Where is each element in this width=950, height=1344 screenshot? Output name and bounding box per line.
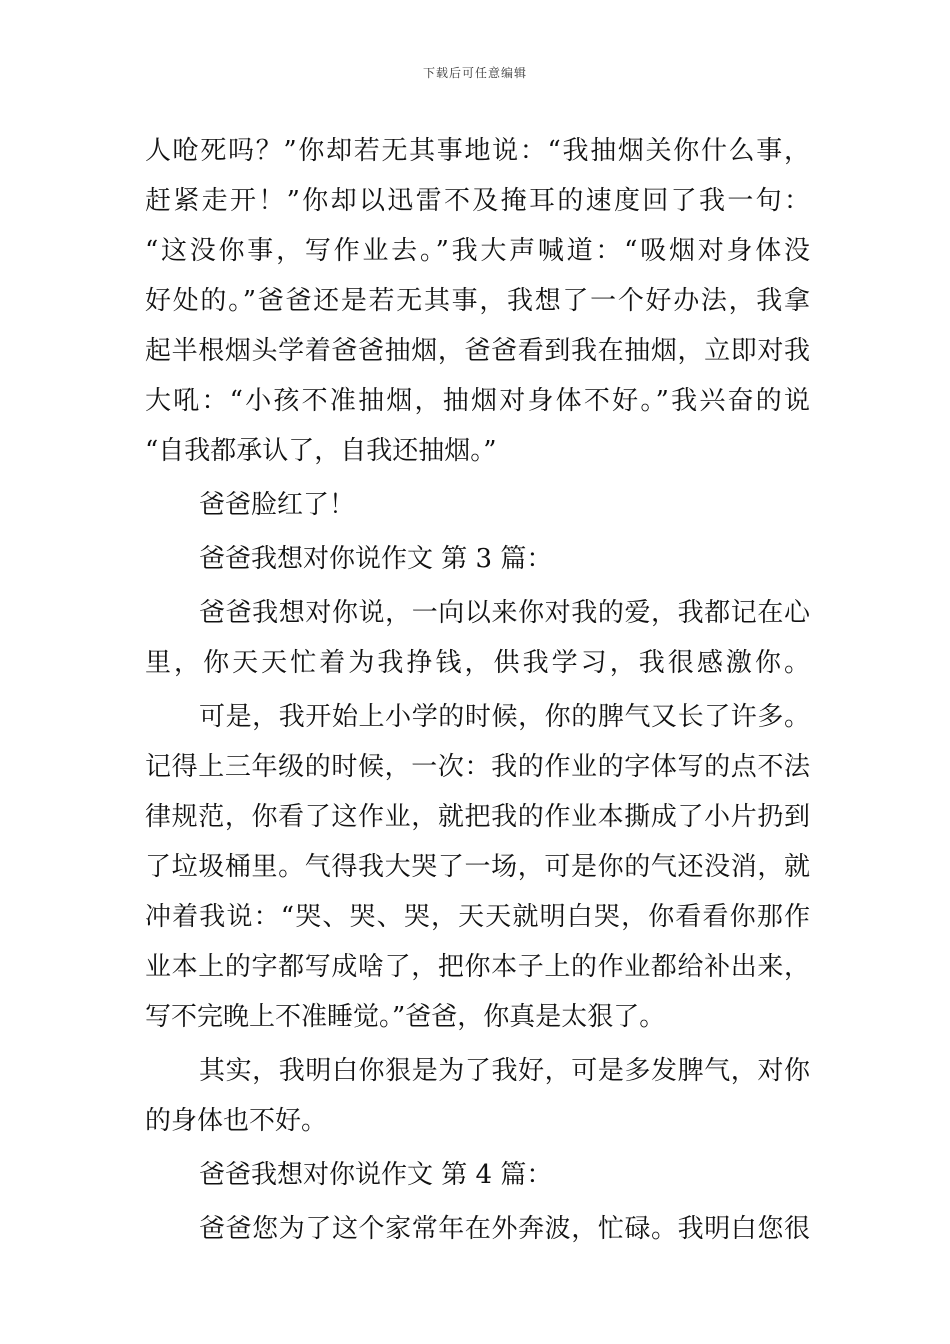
section-heading: 爸爸我想对你说作文 第 3 篇： [199, 544, 553, 574]
page-header: 下载后可任意编辑 [422, 66, 527, 80]
text-line: 业本上的字都写成啥了，把你本子上的作业都给补出来， [145, 952, 810, 982]
text-line: 好处的。”爸爸还是若无其事，我想了一个好办法，我拿 [145, 286, 810, 316]
paragraph-line: 爸爸您为了这个家常年在外奔波，忙碌。我明白您很 [199, 1214, 810, 1244]
paragraph-line: 其实，我明白你狠是为了我好，可是多发脾气，对你 [199, 1056, 810, 1086]
text-line: 大吼：“小孩不准抽烟，抽烟对身体不好。”我兴奋的说 [145, 386, 810, 416]
text-line: “这没你事，写作业去。”我大声喊道：“吸烟对身体没 [145, 236, 810, 266]
document-body [145, 126, 810, 1254]
text-line: 了垃圾桶里。气得我大哭了一场，可是你的气还没消，就 [145, 852, 810, 882]
text-line: 的身体也不好。 [145, 1106, 328, 1136]
paragraph-line: 爸爸脸红了！ [199, 490, 356, 520]
text-line: 记得上三年级的时候，一次：我的作业的字体写的点不法 [145, 752, 810, 782]
paragraph-line: 可是，我开始上小学的时候，你的脾气又长了许多。 [199, 702, 810, 732]
text-line: 里，你天天忙着为我挣钱，供我学习，我很感激你。 [145, 648, 810, 678]
text-line: 写不完晚上不准睡觉。”爸爸，你真是太狠了。 [145, 1002, 666, 1032]
section-heading: 爸爸我想对你说作文 第 4 篇： [199, 1160, 553, 1190]
paragraph-line: 爸爸我想对你说，一向以来你对我的爱，我都记在心 [199, 598, 810, 628]
text-line: 律规范，你看了这作业，就把我的作业本撕成了小片扔到 [145, 802, 810, 832]
text-line: 起半根烟头学着爸爸抽烟，爸爸看到我在抽烟，立即对我 [145, 336, 810, 366]
text-line: 冲着我说：“哭、哭、哭，天天就明白哭，你看看你那作 [145, 902, 810, 932]
text-line: “自我都承认了，自我还抽烟。” [145, 436, 497, 466]
text-line: 人呛死吗？”你却若无其事地说：“我抽烟关你什么事， [145, 136, 810, 166]
text-line: 赶紧走开！”你却以迅雷不及掩耳的速度回了我一句： [145, 186, 810, 216]
